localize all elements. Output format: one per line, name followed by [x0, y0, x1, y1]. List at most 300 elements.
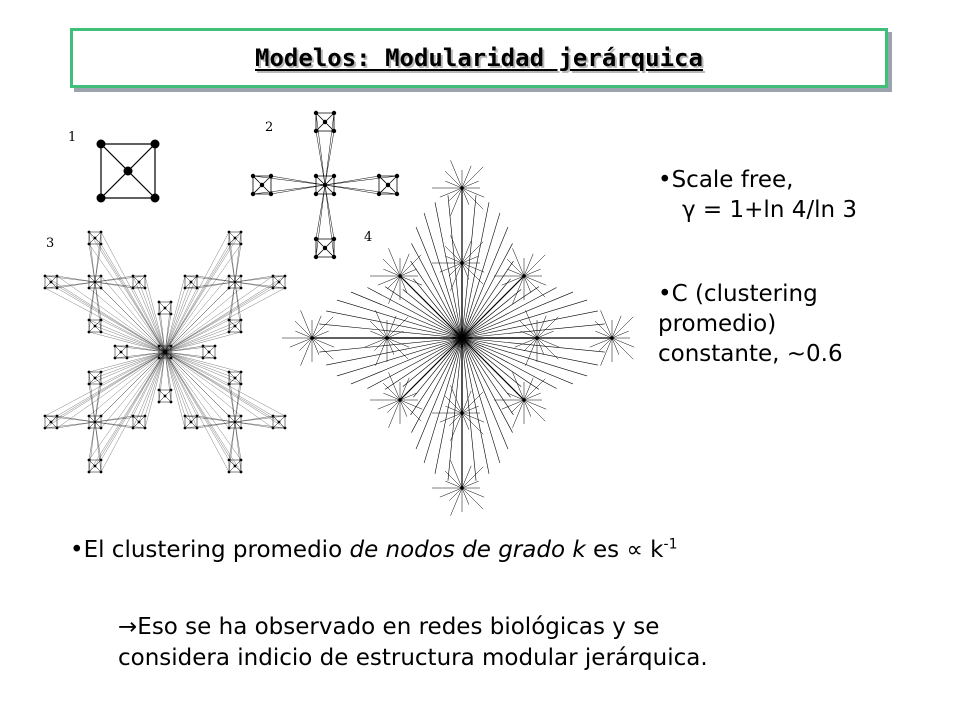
level3-hub-edge — [165, 352, 273, 416]
level2-module-node — [332, 174, 336, 178]
level3-module-node — [170, 401, 173, 404]
level4-edge — [524, 400, 545, 421]
level3-module-node — [228, 319, 231, 322]
level3-subhub-edge — [89, 422, 95, 472]
level3-subhub-edge — [165, 302, 171, 352]
level3-module-node — [240, 415, 243, 418]
level3-subhub-edge — [185, 416, 235, 422]
level4-radial-edge — [416, 227, 462, 338]
level3-module-node — [132, 275, 135, 278]
level4-radial-edge — [462, 338, 513, 433]
level3-module-node — [100, 415, 103, 418]
level3-subhub-edge — [235, 276, 285, 282]
level3-module-node — [234, 281, 237, 284]
level4-edge — [449, 413, 462, 426]
level3-subhub-edge — [159, 302, 165, 352]
level4-edge — [507, 259, 524, 276]
level4-radial-edge — [413, 279, 462, 338]
level3-module-node — [240, 243, 243, 246]
level3-module-node — [272, 275, 275, 278]
level3-module-node — [234, 377, 237, 380]
level4-radial-edge — [448, 195, 462, 338]
level3-module-node — [126, 345, 129, 348]
level3-module-node — [202, 345, 205, 348]
level3-hub-edge — [51, 282, 165, 352]
level3-module-node — [88, 459, 91, 462]
level3-module-node — [272, 287, 275, 290]
level1-module-edge — [128, 171, 155, 198]
level3-hub-edge — [165, 352, 241, 460]
level4-edge — [400, 400, 421, 421]
level4-edge — [387, 338, 408, 359]
level3-module-node — [228, 371, 231, 374]
level3-module-node — [158, 401, 161, 404]
level2-module-node — [395, 174, 399, 178]
level2-module-node — [386, 183, 390, 187]
level3-module-node — [190, 421, 193, 424]
level2-module-node — [332, 111, 336, 115]
level2-module-node — [332, 255, 336, 259]
level3-module-node — [88, 371, 91, 374]
level4-radial-edge — [462, 289, 521, 338]
level4-edge — [524, 276, 545, 297]
level4-node — [385, 336, 388, 339]
level4-edge — [462, 167, 483, 188]
level3-subhub-edge — [235, 422, 285, 428]
level3-hub-edge — [165, 352, 235, 466]
level4-edge — [445, 471, 462, 488]
level3-hub-edge — [165, 238, 235, 352]
level4-radial-edge — [462, 324, 605, 338]
level4-node — [610, 336, 613, 339]
level3-module-node — [284, 275, 287, 278]
level4-edge — [387, 317, 408, 338]
level2-module-node — [377, 174, 381, 178]
level3-hub-edge — [165, 244, 229, 352]
level1-module-edge — [128, 144, 155, 171]
level3-module-node — [94, 325, 97, 328]
level3-hub-edge — [101, 232, 165, 352]
level1-module-edge — [101, 171, 128, 198]
level3-hub-edge — [165, 352, 279, 422]
level3-module-node — [120, 351, 123, 354]
level3-module-node — [234, 465, 237, 468]
level3-module-node — [240, 331, 243, 334]
level3-hub-edge — [101, 352, 165, 460]
level3-module-node — [56, 275, 59, 278]
level3-module-node — [44, 415, 47, 418]
level2-module-node — [269, 192, 273, 196]
level3-module-node — [50, 281, 53, 284]
level4-node — [522, 274, 525, 277]
slide-title: Modelos: Modularidad jerárquica — [255, 44, 703, 72]
level3-module-node — [228, 427, 231, 430]
level4-node — [460, 261, 463, 264]
level4-radial-edge — [462, 338, 557, 389]
level4-edge — [387, 400, 400, 413]
level3-hub-edge — [89, 352, 165, 472]
level3-module-node — [228, 415, 231, 418]
side-point-clustering — [658, 280, 843, 370]
level3-module-node — [240, 371, 243, 374]
level3-module-node — [228, 471, 231, 474]
level4-node — [535, 336, 538, 339]
gamma-symbol: γ — [682, 196, 696, 223]
level3-hub-edge — [45, 352, 165, 416]
level4-radial-edge — [462, 338, 511, 397]
level3-module-node — [170, 301, 173, 304]
bottom-point-observation — [118, 612, 708, 674]
level3-subhub-edge — [95, 416, 145, 422]
level3-module-node — [202, 357, 205, 360]
level3-module-node — [126, 357, 129, 360]
level3-module-node — [190, 281, 193, 284]
level4-edge — [524, 255, 545, 276]
level4-radial-edge — [462, 195, 476, 338]
level3-module-node — [284, 287, 287, 290]
level3-module-node — [50, 421, 53, 424]
level2-module-node — [323, 120, 327, 124]
level3-subhub-edge — [185, 282, 235, 288]
level4-radial-edge — [403, 289, 462, 338]
level3-subhub-edge — [235, 422, 241, 472]
level3-subhub-edge — [45, 276, 95, 282]
level3-module-node — [144, 275, 147, 278]
level3-module-node — [132, 415, 135, 418]
level3-hub-edge — [101, 288, 165, 352]
figure-label-3: 3 — [46, 236, 55, 251]
level4-edge — [449, 488, 462, 501]
level4-radial-edge — [411, 338, 462, 433]
level3-module-node — [164, 395, 167, 398]
level3-hub-edge — [101, 244, 165, 352]
level1-module-node — [151, 140, 160, 149]
level4-edge — [299, 338, 312, 351]
level3-hub-edge — [165, 352, 285, 416]
level3-module-node — [44, 427, 47, 430]
level2-module-node — [314, 174, 318, 178]
level4-radial-edge — [462, 338, 573, 384]
observation-line1: →Eso se ha observado en redes biológicas y se — [118, 614, 660, 640]
level3-module-node — [144, 415, 147, 418]
level4-edge — [537, 317, 558, 338]
level3-module-node — [94, 237, 97, 240]
level4-edge — [612, 338, 633, 359]
level3-module-node — [234, 325, 237, 328]
level3-hub-edge — [45, 352, 165, 428]
level3-module-node — [56, 427, 59, 430]
level2-module-node — [377, 192, 381, 196]
level2-module-node — [314, 111, 318, 115]
level2-module-node — [251, 192, 255, 196]
level3-subhub-edge — [95, 282, 145, 288]
level2-module-node — [314, 192, 318, 196]
side-point-2-line1: • C (clustering — [658, 280, 843, 310]
level3-module-node — [228, 275, 231, 278]
level3-hub-edge — [95, 238, 165, 352]
level4-radial-edge — [351, 338, 462, 384]
level4-radial-edge — [351, 292, 462, 338]
level4-radial-edge — [416, 338, 462, 449]
level4-node — [398, 274, 401, 277]
side-point-1-formula: γ = 1+ln 4/ln 3 — [682, 196, 857, 223]
level3-module-node — [228, 459, 231, 462]
level3-module-node — [196, 275, 199, 278]
level4-edge — [312, 338, 333, 359]
level3-hub-edge — [165, 352, 273, 428]
level3-module-node — [272, 427, 275, 430]
level3-module-node — [170, 313, 173, 316]
level4-radial-edge — [403, 338, 462, 387]
level2-module-node — [251, 174, 255, 178]
level3-module-node — [144, 287, 147, 290]
level3-module-node — [196, 427, 199, 430]
level3-module-node — [278, 421, 281, 424]
level2-module-node — [395, 192, 399, 196]
level3-module-node — [94, 281, 97, 284]
level3-module-node — [138, 421, 141, 424]
level3-module-node — [94, 421, 97, 424]
level2-module-node — [332, 129, 336, 133]
level3-module-node — [284, 427, 287, 430]
level4-radial-edge — [411, 243, 462, 338]
level3-hub-edge — [51, 352, 165, 422]
proportional-symbol: ∝ — [626, 537, 643, 563]
level2-module-node — [332, 192, 336, 196]
level3-module-node — [272, 415, 275, 418]
level3-module-node — [44, 275, 47, 278]
level3-module-node — [100, 287, 103, 290]
level3-hub-edge — [165, 352, 241, 472]
level3-module-node — [240, 383, 243, 386]
level3-module-node — [240, 319, 243, 322]
level4-radial-edge — [462, 243, 513, 338]
level3-hub-edge — [165, 282, 279, 352]
level4-node — [460, 186, 463, 189]
level3-module-node — [158, 389, 161, 392]
level3-hub-edge — [165, 352, 285, 428]
level3-module-node — [184, 275, 187, 278]
level4-edge — [462, 488, 483, 509]
level3-module-node — [240, 231, 243, 234]
level3-hub-edge — [165, 276, 285, 352]
level3-module-node — [44, 287, 47, 290]
level4-radial-edge — [462, 227, 508, 338]
level3-module-node — [214, 357, 217, 360]
figure-label-2: 2 — [265, 120, 274, 135]
level4-node — [522, 398, 525, 401]
level3-hub-edge — [57, 276, 165, 352]
level3-module-node — [88, 231, 91, 234]
level4-edge — [383, 259, 400, 276]
level3-subhub-edge — [89, 232, 95, 282]
level4-radial-edge — [462, 287, 557, 338]
level3-subhub-edge — [235, 232, 241, 282]
level3-module-node — [100, 459, 103, 462]
level4-edge — [462, 392, 483, 413]
level3-module-node — [132, 427, 135, 430]
level3-module-node — [100, 319, 103, 322]
level2-module-node — [314, 129, 318, 133]
observation-line2: considera indicio de estructura modular jerárquica. — [118, 645, 708, 672]
level3-module-node — [114, 345, 117, 348]
level3-subhub-edge — [229, 282, 235, 332]
level4-radial-edge — [462, 279, 511, 338]
bottom-point-clustering-degree: • El clustering promedio de nodos de grado k es ∝ $k^{-1}$ — [70, 535, 677, 566]
level4-edge — [445, 171, 462, 188]
level4-edge — [462, 242, 483, 263]
level3-module-node — [228, 243, 231, 246]
level2-module-node — [332, 237, 336, 241]
level4-node — [460, 411, 463, 414]
level3-module-node — [88, 427, 91, 430]
level3-hub-edge — [165, 352, 229, 472]
level3-module-node — [100, 383, 103, 386]
level1-module-edge — [101, 144, 128, 171]
level3-module-node — [234, 237, 237, 240]
level4-node — [460, 486, 463, 489]
level3-module-node — [100, 471, 103, 474]
level4-radial-edge — [319, 338, 462, 352]
arrow-icon: → — [118, 614, 138, 640]
level3-module-node — [278, 281, 281, 284]
level3-module-node — [196, 287, 199, 290]
level3-hub-edge — [89, 352, 165, 460]
level3-subhub-edge — [95, 282, 101, 332]
level1-module-node — [97, 140, 106, 149]
level2-module-node — [260, 183, 264, 187]
level3-hub-edge — [165, 244, 241, 352]
level3-hub-edge — [89, 244, 165, 352]
level3-module-node — [56, 287, 59, 290]
level3-module-node — [100, 427, 103, 430]
level3-module-node — [100, 371, 103, 374]
level3-hub-edge — [89, 232, 165, 352]
level3-module-node — [94, 465, 97, 468]
level3-module-node — [56, 415, 59, 418]
side-point-scale-free — [658, 166, 857, 226]
level4-edge — [387, 276, 400, 289]
level4-edge — [295, 321, 312, 338]
level3-module-node — [228, 331, 231, 334]
level3-module-node — [132, 287, 135, 290]
level4-edge — [462, 467, 483, 488]
figure-label-4: 4 — [364, 230, 373, 245]
level3-module-node — [88, 383, 91, 386]
level3-module-node — [234, 421, 237, 424]
level3-subhub-edge — [115, 346, 165, 352]
level3-hub-edge — [165, 276, 273, 352]
level4-edge — [462, 188, 483, 209]
level4-radial-edge — [448, 338, 462, 481]
level4-edge — [383, 383, 400, 400]
level3-module-node — [228, 383, 231, 386]
level4-radial-edge — [319, 324, 462, 338]
level2-module-node — [323, 183, 327, 187]
level3-module-node — [184, 287, 187, 290]
level3-subhub-edge — [159, 352, 165, 402]
level3-module-node — [184, 427, 187, 430]
level3-module-node — [100, 331, 103, 334]
level4-edge — [599, 338, 612, 351]
level3-module-node — [88, 243, 91, 246]
level4-radial-edge — [462, 338, 476, 481]
level4-edge — [511, 400, 524, 413]
level3-subhub-edge — [95, 372, 101, 422]
side-point-1-line1: • Scale free, — [658, 166, 857, 196]
level1-module-node — [124, 167, 133, 176]
level3-module-node — [228, 287, 231, 290]
level3-hub-edge — [45, 288, 165, 352]
level3-module-node — [88, 415, 91, 418]
level3-module-node — [170, 389, 173, 392]
level4-edge — [312, 317, 333, 338]
italic-phrase: de nodos de grado k — [349, 537, 586, 563]
level3-hub-edge — [165, 288, 273, 352]
level3-subhub-edge — [229, 372, 235, 422]
level2-module-node — [314, 237, 318, 241]
level3-hub-edge — [45, 276, 165, 352]
exponent: -1 — [663, 536, 678, 553]
level1-module-node — [151, 194, 160, 203]
level4-edge — [595, 321, 612, 338]
level3-module-node — [144, 427, 147, 430]
level4-edge — [400, 255, 421, 276]
level3-subhub-edge — [165, 352, 215, 358]
level4-edge — [612, 317, 633, 338]
level3-subhub-edge — [115, 352, 165, 358]
level3-module-node — [240, 275, 243, 278]
level4-radial-edge — [462, 338, 508, 449]
level3-hub-edge — [165, 352, 229, 460]
level3-module-node — [88, 471, 91, 474]
level4-radial-edge — [462, 338, 605, 352]
side-point-2-line2: promedio) — [658, 310, 777, 337]
level3-subhub-edge — [165, 346, 215, 352]
level4-edge — [462, 263, 483, 284]
level4-node — [310, 336, 313, 339]
level2-module-node — [269, 174, 273, 178]
level4-node — [398, 398, 401, 401]
level3-module-node — [94, 377, 97, 380]
level3-hub-edge — [57, 352, 165, 416]
level4-edge — [537, 338, 558, 359]
level2-module-node — [323, 246, 327, 250]
level3-hub-edge — [101, 352, 165, 472]
level4-radial-edge — [462, 292, 573, 338]
level4-radial-edge — [367, 287, 462, 338]
level1-module-node — [97, 194, 106, 203]
level4-edge — [524, 379, 545, 400]
level3-module-node — [88, 319, 91, 322]
level4-radial-edge — [413, 338, 462, 397]
level4-edge — [449, 188, 462, 201]
level3-module-node — [228, 231, 231, 234]
level3-subhub-edge — [165, 352, 171, 402]
level3-module-node — [100, 243, 103, 246]
level3-module-node — [208, 351, 211, 354]
level4-node — [460, 336, 463, 339]
level3-module-node — [214, 345, 217, 348]
level3-module-node — [100, 275, 103, 278]
level3-hub-edge — [165, 288, 285, 352]
level3-module-node — [158, 301, 161, 304]
level2-module-node — [314, 255, 318, 259]
level3-hub-edge — [165, 232, 229, 352]
level3-module-node — [240, 287, 243, 290]
level3-hub-edge — [95, 352, 165, 466]
level3-module-node — [184, 415, 187, 418]
